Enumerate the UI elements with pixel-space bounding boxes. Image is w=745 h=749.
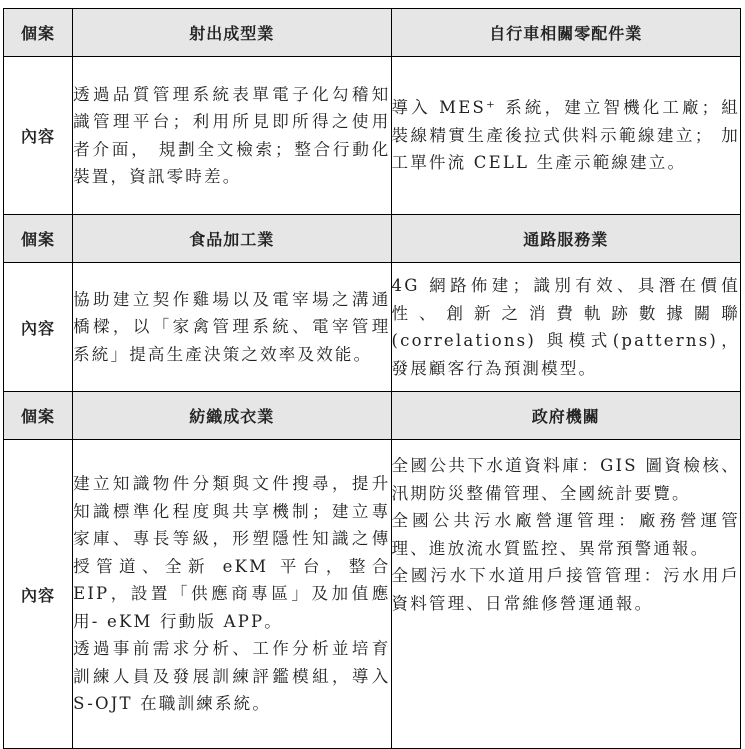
industry-title: 射出成型業: [73, 9, 391, 57]
content-paragraph: 全國公共下水道資料庫：GIS 圖資檢核、汛期防災整備管理、全國統計要覽。: [391, 456, 740, 503]
content-label: 內容: [4, 440, 73, 749]
header-row: [4, 9, 741, 57]
content-paragraph: 全國污水下水道用戶接管管理：污水用戶資料管理、日常維修營運通報。: [391, 566, 740, 613]
content-paragraph: 導入 MES⁺ 系統，建立智機化工廠；組裝線精實生產後拉式供料示範線建立； 加工單件流 CELL 生產示範線建立。: [391, 98, 740, 173]
industry-title: 自行車相關零配件業: [391, 9, 740, 57]
industry-title: 食品加工業: [73, 215, 391, 263]
content-paragraph: 透過事前需求分析、工作分析並培育訓練人員及發展訓練評鑑模組，導入 S-OJT 在職訓練系統。: [73, 639, 391, 714]
content-paragraph: 全國公共污水廠營運管理：廠務營運管理、進放流水質監控、異常預警通報。: [391, 511, 740, 558]
case-label: 個案: [4, 215, 73, 263]
content-paragraph: 建立知識物件分類與文件搜尋，提升知識標準化程度與共享機制；建立專家庫、專長等級，形塑隱性知識之傳授管道、全新 eKM 平台，整合 EIP，設置「供應商專區」及加值應用- eKM 行動版 APP。: [73, 474, 391, 631]
case-label: 個案: [4, 392, 73, 440]
content-cell: [391, 263, 740, 392]
content-row: [4, 440, 741, 749]
content-row: [4, 263, 741, 392]
industry-title: 政府機關: [391, 392, 740, 440]
content-cell: [73, 440, 391, 749]
case-label: 個案: [4, 9, 73, 57]
content-cell: [391, 57, 740, 215]
content-cell: [73, 57, 391, 215]
content-paragraph: 透過品質管理系統表單電子化勾稽知識管理平台；利用所見即所得之使用者介面， 規劃全文檢索；整合行動化裝置，資訊零時差。: [73, 84, 391, 186]
industry-title: 通路服務業: [391, 215, 740, 263]
header-row: [4, 215, 741, 263]
header-row: [4, 392, 741, 440]
content-cell: [73, 263, 391, 392]
content-paragraph: 協助建立契作雞場以及電宰場之溝通橋樑，以「家禽管理系統、電宰管理系統」提高生產決策之效率及效能。: [73, 289, 391, 364]
industry-title: 紡織成衣業: [73, 392, 391, 440]
content-cell: [391, 440, 740, 749]
content-row: [4, 57, 741, 215]
content-label: 內容: [4, 57, 73, 215]
content-label: 內容: [4, 263, 73, 392]
content-paragraph: 4G 網路佈建；識別有效、具潛在價值性、創新之消費軌跡數據關聯(correlations) 與模式(patterns)，發展顧客行為預測模型。: [391, 276, 740, 378]
case-table: [3, 8, 741, 749]
